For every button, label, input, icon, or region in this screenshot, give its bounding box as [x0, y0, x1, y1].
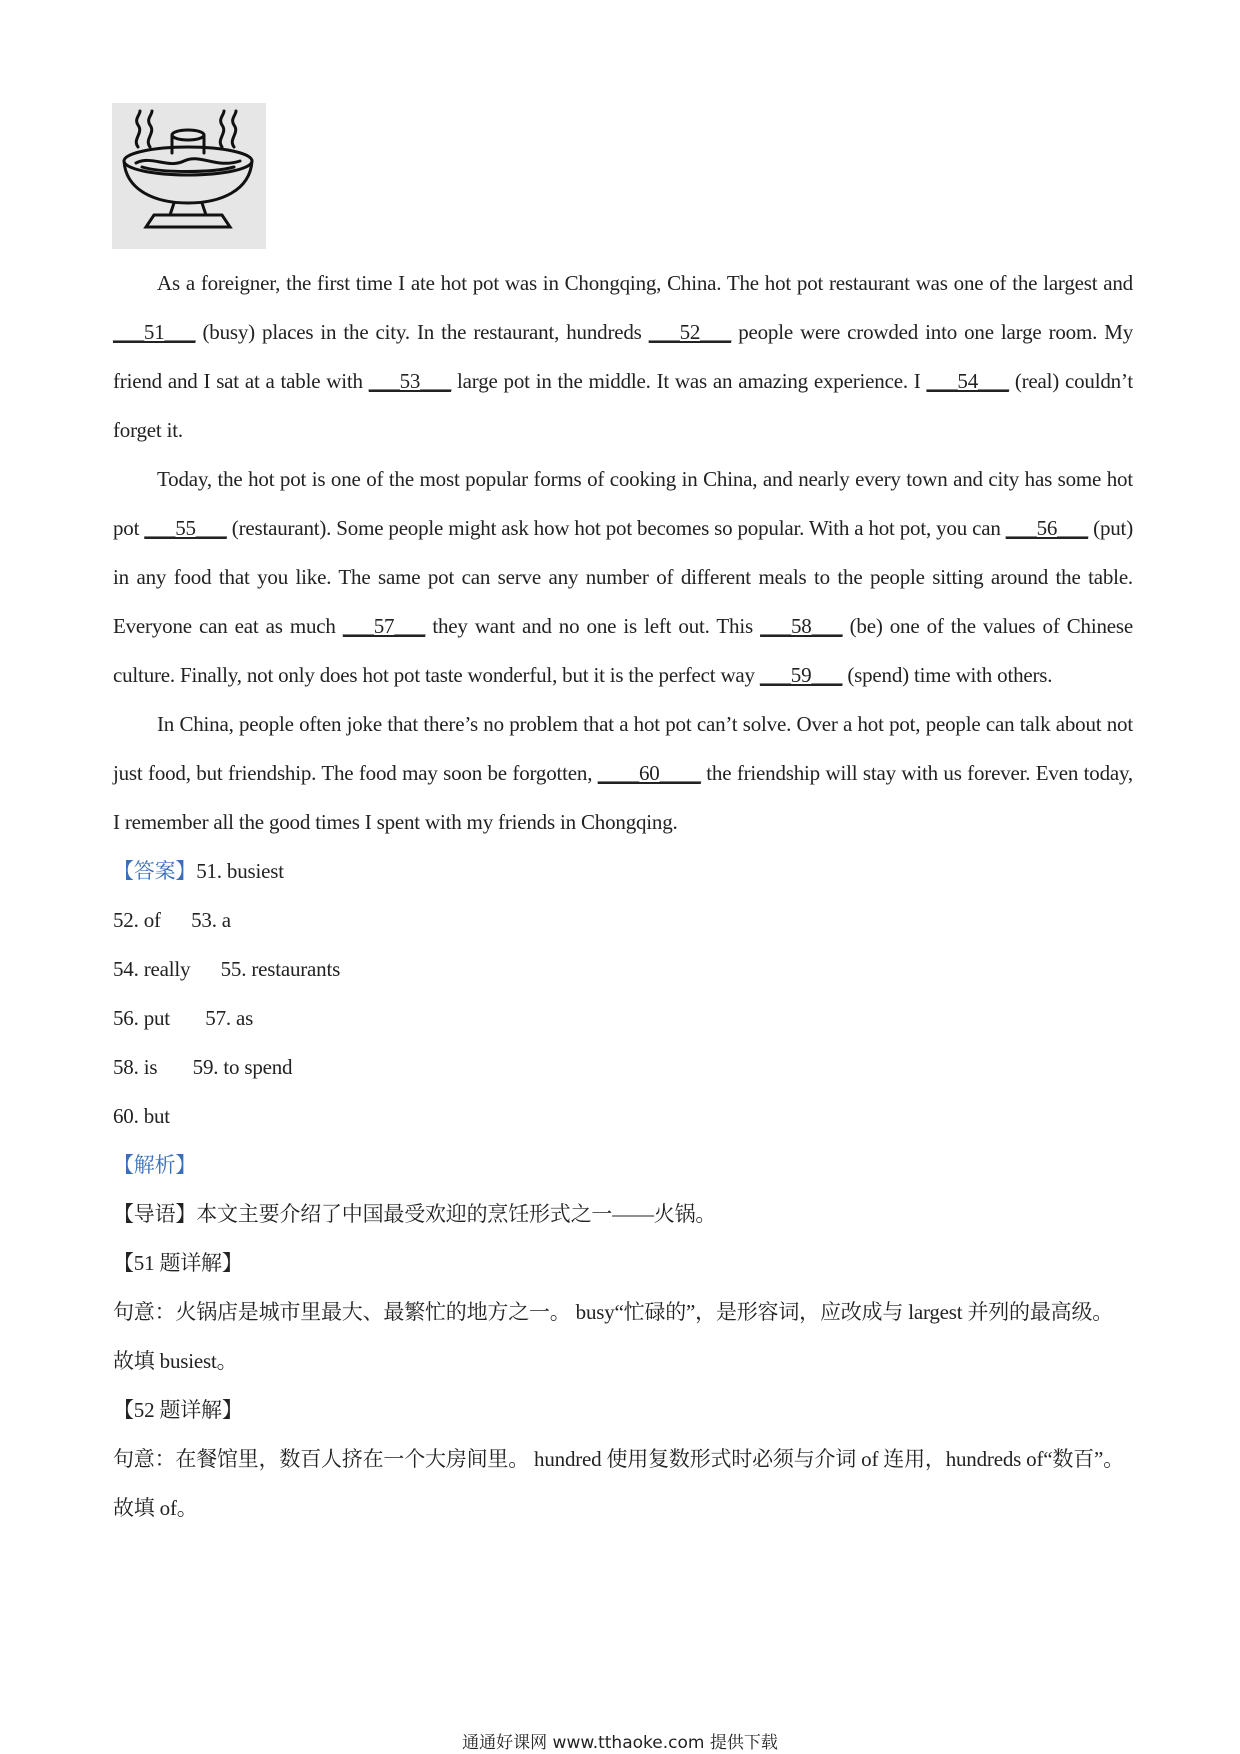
- passage-text: large pot in the middle. It was an amazing experience. I: [451, 369, 927, 393]
- passage-text: they want and no one is left out. This: [425, 614, 761, 638]
- answer-56: 56. put: [113, 1006, 170, 1030]
- passage-text: (busy) places in the city. In the restaurant, hundreds: [195, 320, 649, 344]
- blank-58: ___58___: [760, 614, 843, 638]
- q52-explanation: 句意：在餐馆里，数百人挤在一个大房间里。 hundred 使用复数形式时必须与介词 of 连用，hundreds of“数百”。故填 of。: [113, 1447, 1124, 1520]
- answer-52: 52. of: [113, 908, 161, 932]
- q51-title: 【51 题详解】: [113, 1251, 243, 1275]
- analysis-tag: 【解析】: [113, 1153, 197, 1177]
- passage-text: As a foreigner, the first time I ate hot pot was in Chongqing, China. The hot pot restaurant was one of the largest and: [157, 271, 1133, 295]
- answer-line-6: [113, 1092, 1133, 1141]
- blank-57: ___57___: [342, 614, 426, 638]
- answer-53: 53. a: [191, 908, 231, 932]
- blank-52: ___52___: [648, 320, 732, 344]
- passage-text: people were crowded into one large room. My friend and I sat at a table with: [113, 320, 1134, 393]
- passage-text: the friendship will stay with us forever. Even today, I remember all the good times I spent with my friends in Chongqing.: [113, 761, 1133, 834]
- answer-line-1: [113, 847, 1133, 896]
- analysis-heading: [113, 1141, 1133, 1190]
- passage-text: (restaurant). Some people might ask how hot pot becomes so popular. With a hot pot, you can: [226, 516, 1006, 540]
- answer-line-2: [113, 896, 1133, 945]
- answer-58: 58. is: [113, 1055, 158, 1079]
- answer-57: 57. as: [205, 1006, 254, 1030]
- answer-54: 54. really: [113, 957, 191, 981]
- q52-title: 【52 题详解】: [113, 1398, 243, 1422]
- passage-text: In China, people often joke that there’s no problem that a hot pot can’t solve. Over a hot pot, people can talk about not just food, but friendship. The food may soon be forgotten,: [113, 712, 1133, 785]
- answer-60: 60. but: [113, 1104, 170, 1128]
- passage-paragraph-3: [113, 700, 1133, 847]
- passage-paragraph-2: [113, 455, 1133, 700]
- passage-text: Today, the hot pot is one of the most popular forms of cooking in China, and nearly every town and city has some hot pot: [113, 467, 1133, 540]
- hot-pot-picture: [112, 103, 266, 249]
- answer-55: 55. restaurants: [220, 957, 341, 981]
- answer-59: 59. to spend: [192, 1055, 293, 1079]
- hot-pot-icon: [112, 103, 266, 249]
- intro-label: 【导语】: [113, 1202, 197, 1226]
- passage-text: (be) one of the values of Chinese culture. Finally, not only does hot pot taste wonderful, but it is the perfect way: [113, 614, 1133, 687]
- blank-53: ___53___: [368, 369, 452, 393]
- blank-51: ___51___: [113, 320, 196, 344]
- blank-55: ___55___: [144, 516, 227, 540]
- intro-line: [113, 1190, 1133, 1239]
- answer-line-5: [113, 1043, 1133, 1092]
- answer-line-4: [113, 994, 1133, 1043]
- blank-59: ___59___: [759, 663, 843, 687]
- passage-paragraph-1: [113, 259, 1133, 455]
- answer-51: 51. busiest: [196, 859, 284, 883]
- q51-explanation: 句意：火锅店是城市里最大、最繁忙的地方之一。 busy“忙碌的”，是形容词，应改成与 largest 并列的最高级。故填 busiest。: [113, 1300, 1114, 1373]
- blank-56: ___56___: [1005, 516, 1089, 540]
- answer-line-3: [113, 945, 1133, 994]
- blank-60: ____60____: [597, 761, 701, 785]
- passage-text: (put) in any food that you like. The same pot can serve any number of different meals to the people sitting around the table. Everyone can eat as much: [113, 516, 1133, 638]
- page-footer: 通通好课网 www.tthaoke.com 提供下载: [462, 1733, 778, 1753]
- blank-54: ___54___: [926, 369, 1009, 393]
- passage-text: (real) couldn’t forget it.: [113, 369, 1133, 442]
- passage-text: (spend) time with others.: [842, 663, 1053, 687]
- intro-text: 本文主要介绍了中国最受欢迎的烹饪形式之一——火锅。: [196, 1202, 717, 1226]
- answer-tag: 【答案】: [113, 859, 197, 883]
- main-content: [113, 259, 1133, 1533]
